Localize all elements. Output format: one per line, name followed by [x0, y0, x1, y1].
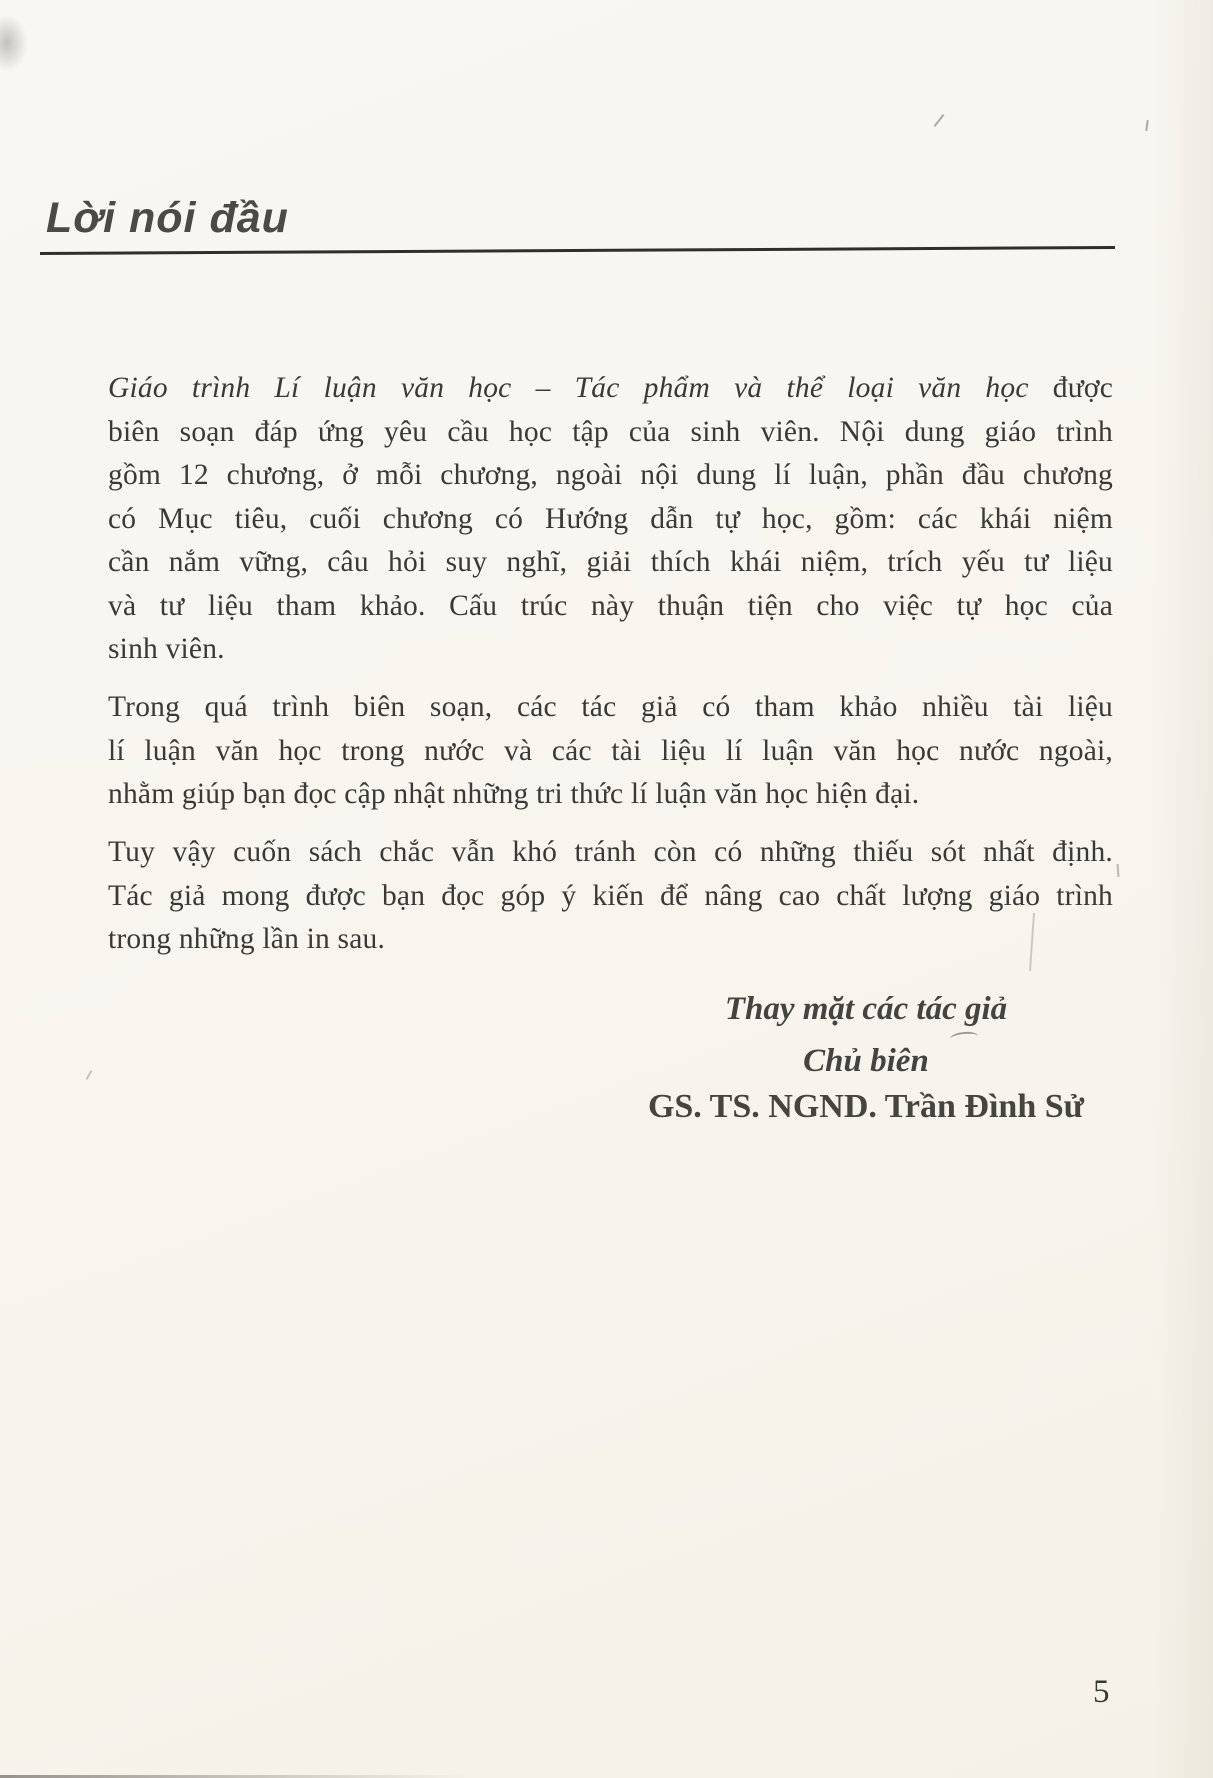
signature-on-behalf: Thay mặt các tác giả	[724, 991, 1008, 1027]
text-line-tail: được	[1052, 372, 1113, 404]
text-line: biên soạn đáp ứng yêu cầu học tập của sinh viên. Nội dung giáo trình	[108, 415, 1113, 448]
text-line: sinh viên.	[108, 633, 225, 665]
scan-edge-shading	[1153, 0, 1213, 1778]
text-line: Tuy vậy cuốn sách chắc vẫn khó tránh còn có những thiếu sót nhất định.	[108, 836, 1113, 868]
text-line: có Mục tiêu, cuối chương có Hướng dẫn tự học, gồm: các khái niệm	[108, 502, 1113, 535]
page-number: 5	[1093, 1674, 1110, 1710]
signature-name: GS. TS. NGND. Trần Đình Sử	[647, 1088, 1085, 1125]
text-line: cần nắm vững, câu hỏi suy nghĩ, giải thích khái niệm, trích yếu tư liệu	[108, 546, 1113, 578]
paragraph-intro	[108, 367, 1113, 672]
paragraph-sources	[108, 686, 1113, 817]
text-line: Trong quá trình biên soạn, các tác giả có tham khảo nhiều tài liệu	[108, 691, 1113, 723]
scan-speck	[934, 114, 945, 127]
text-line: Tác giả mong được bạn đọc góp ý kiến để nâng cao chất lượng giáo trình	[108, 879, 1113, 912]
header-rule	[40, 246, 1115, 255]
signature-role: Chủ biên	[803, 1043, 929, 1079]
text-line: nhằm giúp bạn đọc cập nhật những tri thức lí luận văn học hiện đại.	[108, 778, 920, 810]
scan-speck	[1145, 120, 1149, 131]
text-line: và tư liệu tham khảo. Cấu trúc này thuận tiện cho việc tự học của	[108, 589, 1113, 622]
text-line: lí luận văn học trong nước và các tài liệu lí luận văn học nước ngoài,	[108, 734, 1113, 767]
text-line: trong những lần in sau.	[108, 923, 386, 955]
text-line	[108, 367, 1113, 411]
scan-speck	[86, 1070, 93, 1080]
paragraph-apology	[108, 831, 1113, 962]
scan-smudge-top-left	[0, 14, 28, 72]
scan-speck	[1117, 864, 1120, 877]
book-title-italic: Giáo trình Lí luận văn học – Tác phẩm và thể loại văn học	[108, 372, 1029, 404]
signature-block	[560, 986, 1172, 1130]
text-line: gồm 12 chương, ở mỗi chương, ngoài nội dung lí luận, phần đầu chương	[108, 459, 1113, 491]
page-title: Lời nói đầu	[46, 194, 289, 242]
